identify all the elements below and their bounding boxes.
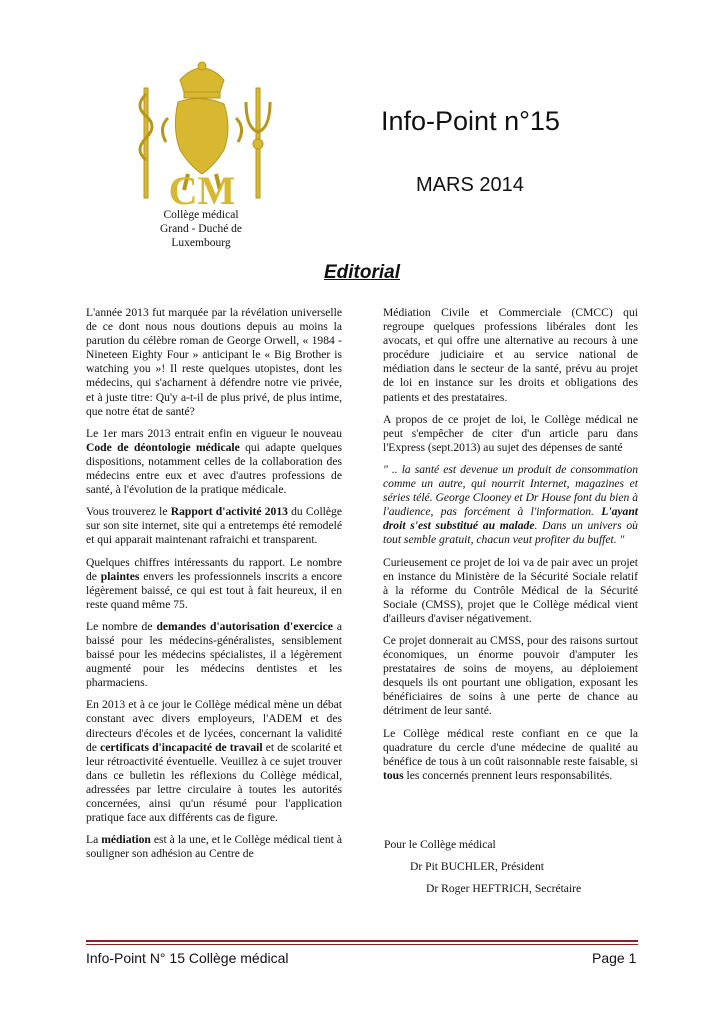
paragraph: Médiation Civile et Commerciale (CMCC) qui regroupe quelques professions libérales dont les avocats, et qui offre une alternative au recours à une procédure judiciaire et au service national de médiation dans le secteur de la santé, prévu au projet de loi en instance sur les droits et obligations des patients et des prestataires. <box>383 306 638 404</box>
paragraph: Vous trouverez le Rapport d'activité 2013 du Collège sur son site internet, site qui a entretemps été remodelé et qui apparait maintenant rafraichi et transparent. <box>86 505 342 547</box>
college-medical-logo <box>128 58 276 208</box>
page-number: Page 1 <box>592 950 637 966</box>
paragraph: Curieusement ce projet de loi va de pair avec un projet en instance du Ministère de la Sécurité Sociale relatif à la réforme du Contrôle Médical de la Sécurité Sociale (CMSS), projet que le Collège médical vient d'ailleurs d'aviser négativement. <box>383 555 638 625</box>
paragraph: En 2013 et à ce jour le Collège médical mène un débat constant avec divers employeurs, l'ADEM et des directeurs d'écoles et de lycées, concernant la validité de certificats d'incapacité de travail et de scolarité et leur rétroactivité éventuelle. Veuillez à ce sujet trouver dans ce bulletin les réflexions du Collège médical, adressées par lettre circulaire à toutes les autorités concernées, ainsi qu'un résumé pour l'application pratique face aux différents cas de figure. <box>86 698 343 825</box>
logo-caption-line: Grand - Duché de <box>159 223 243 235</box>
paragraph: Le Collège médical reste confiant en ce que la quadrature du cercle d'une médecine de qualité au bénéfice de tous à un coût raisonnable reste faisable, si tous les concernés prennent leurs responsabilités. <box>383 726 638 782</box>
footer-rule <box>86 940 638 945</box>
signature-president: Dr Pit BUCHLER, Président <box>410 860 544 873</box>
logo-caption-line: Collège médical <box>163 209 239 221</box>
paragraph: Le 1er mars 2013 entrait enfin en vigueur le nouveau Code de déontologie médicale qui adapte quelques dispositions, notamment celles de la collaboration des médecins entre eux et avec d'autres professions de santé, à l'évolution de la pratique médicale. <box>86 426 342 497</box>
signature-line: Pour le Collège médical <box>384 838 496 851</box>
issue-date: MARS 2014 <box>416 174 524 196</box>
document-title: Info-Point n°15 <box>381 106 560 136</box>
paragraph: Ce projet donnerait au CMSS, pour des raisons surtout économiques, un énorme pouvoir d'amputer les prestataires de soins de moyens, au déploiement desquels ils ont pourtant une obligation, exposant les bénéficiaires de soins à une perte de chance au détriment de leur santé. <box>383 633 638 718</box>
left-column <box>86 306 342 869</box>
right-column <box>383 306 638 791</box>
section-heading: Editorial <box>323 262 400 283</box>
paragraph: A propos de ce projet de loi, le Collège médical ne peut s'empêcher de citer d'un article paru dans l'Express (sept.2013) au sujet des dépenses de santé <box>383 412 638 454</box>
paragraph: L'année 2013 fut marquée par la révélation universelle de ce dont nous nous doutions depuis au moins la parution du célèbre roman de George Orwell, « 1984 - Nineteen Eighty Four » anticipant le « Big Brother is watching you »! Il reste quelques utopistes, dont les médecins, qui s'acharnent à défendre notre vie privée, et à juste titre: Qu'y a-t-il de plus privé, de plus intime, que notre état de santé? <box>86 306 342 418</box>
coat-of-arms-icon <box>128 58 276 208</box>
paragraph: Le nombre de demandes d'autorisation d'exercice a baissé pour les médecins-généralistes, sensiblement baissé pour les médecins spécialistes, il a légèrement augmenté pour les médecins dentistes et les pharmaciens. <box>86 619 343 690</box>
paragraph: Quelques chiffres intéressants du rapport. Le nombre de plaintes envers les professionnels inscrits a encore légèrement baissé, ce qui est tout à fait heureux, il en reste quand même 75. <box>86 555 342 611</box>
logo-caption-line: Luxembourg <box>171 237 231 249</box>
logo-caption <box>118 208 284 250</box>
svg-text:CM: CM <box>168 168 236 208</box>
footer-title: Info-Point N° 15 Collège médical <box>86 950 289 966</box>
paragraph: La médiation est à la une, et le Collège médical tient à souligner son adhésion au Centre de <box>86 833 342 861</box>
signature-secretary: Dr Roger HEFTRICH, Secrétaire <box>426 882 582 895</box>
quotation: " .. la santé est devenue un produit de consommation comme un autre, qui nourrit Internet, magazines et séries télé. George Clooney et Dr House font du bien à l'audience, pas forcément à l'information. L'ayant droit s'est substitué au malade. Dans un univers où tout semble gratuit, chacun veut profiter du buffet. " <box>383 462 638 547</box>
